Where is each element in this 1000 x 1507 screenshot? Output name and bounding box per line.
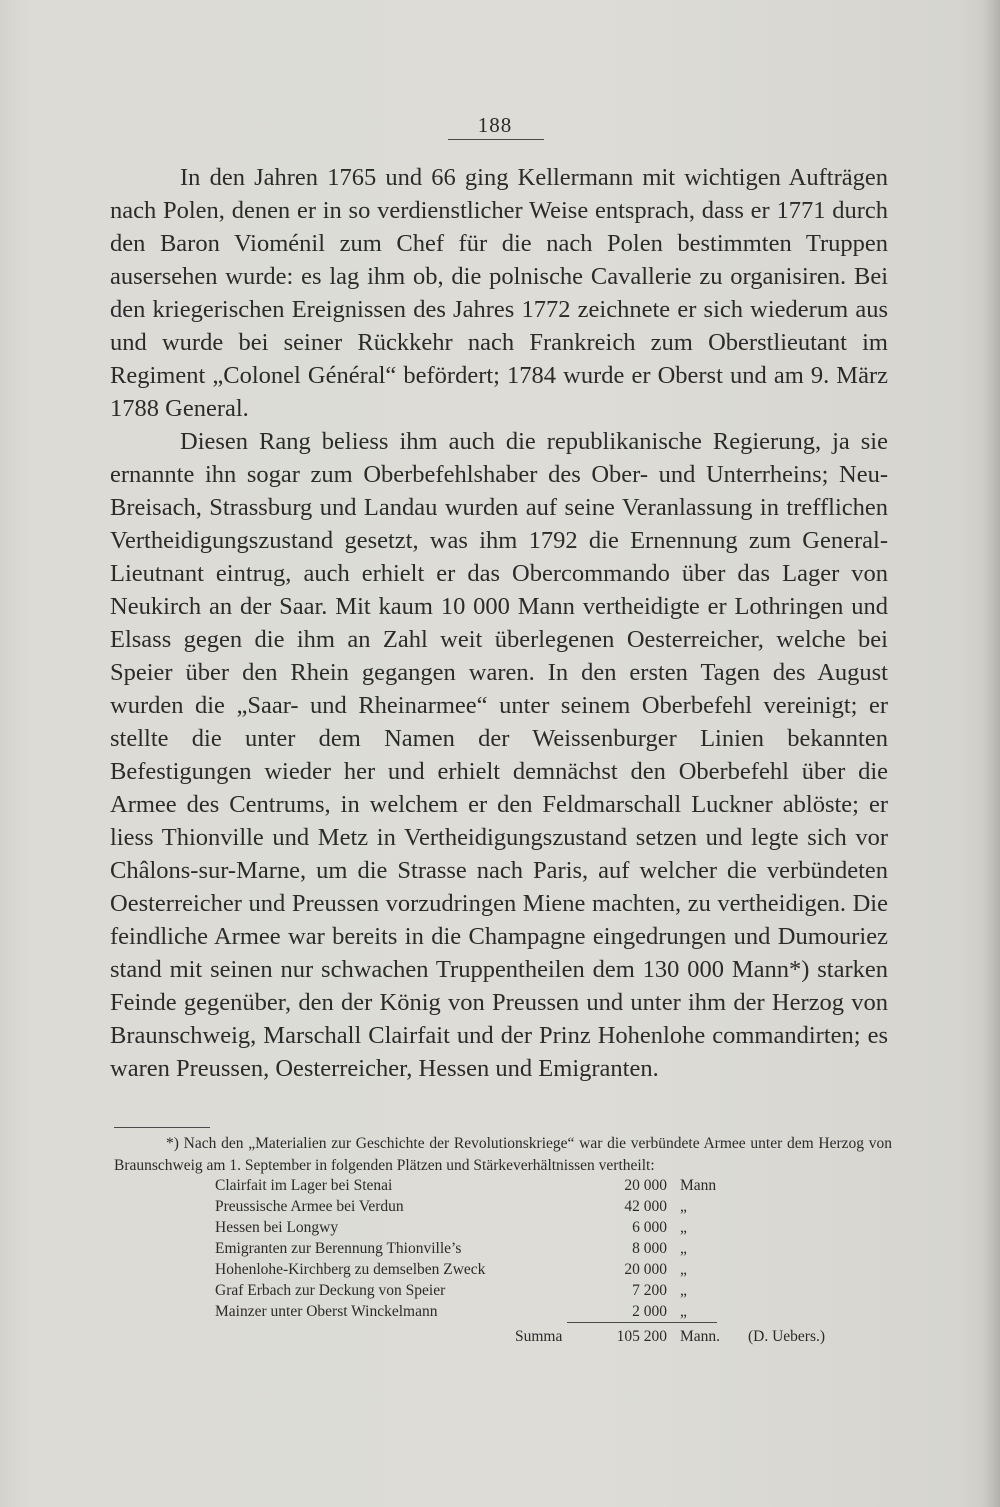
translator-note: (D. Uebers.) [748,1328,826,1345]
table-row [215,1217,855,1238]
paragraph-2: Diesen Rang beliess ihm auch die republikanische Regierung, ja sie ernannte ihn sogar zum Oberbefehlshaber des Ober- und Unterrheins; Neu-Breisach, Strassburg und Landau wurden auf seine Veranlassung in trefflichen Vertheidigungszustand gesetzt, was ihm 1792 die Ernennung zum General-Lieutnant eintrug, auch erhielt er das Obercommando über das Lager von Neukirch an der Saar. Mit kaum 10 000 Mann vertheidigte er Lothringen und Elsass gegen die ihm an Zahl weit überlegenen Oesterreicher, welche bei Speier über den Rhein gegangen waren. In den ersten Tagen des August wurden die „Saar- und Rheinarmee“ unter seinem Oberbefehl vereinigt; er stellte die unter dem Namen der Weissenburger Linien bekannten Befestigungen wieder her und erhielt demnächst den Oberbefehl über die Armee des Centrums, in welchem er den Feldmarschall Luckner ablöste; er liess Thionville und Metz in Vertheidigungszustand setzen und legte sich vor Châlons-sur-Marne, um die Strasse nach Paris, auf welcher die verbündeten Oesterreicher und Preussen vorzudringen Miene machten, zu vertheidigen. Die feindliche Armee war bereits in die Champagne eingedrungen und Dumouriez stand mit seinen nur schwachen Truppentheilen dem 130 000 Mann*) starken Feinde gegenüber, den der König von Preussen und unter ihm der Herzog von Braunschweig, Marschall Clairfait und der Prinz Hohenlohe commandirten; es waren Preussen, Oesterreicher, Hessen und Emigranten. [110,428,888,1082]
row-count: 8 000 [632,1240,667,1257]
row-unit: Mann [680,1177,717,1194]
sum-unit: Mann. [680,1328,721,1345]
row-label: Emigranten zur Berennung Thionville’s [215,1240,462,1257]
row-label: Hessen bei Longwy [215,1219,339,1236]
row-label: Preussische Armee bei Verdun [215,1198,404,1215]
table-row [215,1259,855,1280]
sum-rule [567,1322,717,1323]
row-label: Clairfait im Lager bei Stenai [215,1177,393,1194]
footnote-rule [114,1127,210,1128]
page-number: 188 [477,113,513,137]
row-count: 6 000 [632,1219,667,1236]
row-count: 20 000 [624,1177,667,1194]
page-edge-shadow [982,0,1000,1507]
row-label: Mainzer unter Oberst Winckelmann [215,1303,438,1320]
page-number-rule [448,139,544,140]
row-label: Graf Erbach zur Deckung von Speier [215,1282,446,1299]
troop-table [215,1175,855,1322]
row-unit: „ [680,1282,687,1299]
row-count: 42 000 [624,1198,667,1215]
table-row [215,1280,855,1301]
table-row [215,1301,855,1322]
footnote-text: *) Nach den „Materialien zur Geschichte der Revolutionskriege“ war die verbündete Armee unter dem Herzog von Braunschweig am 1. September in folgenden Plätzen und Stärkeverhältnissen vertheilt: [114,1135,892,1174]
sum-row [215,1326,855,1348]
row-unit: „ [680,1303,687,1320]
row-count: 2 000 [632,1303,667,1320]
row-label: Hohenlohe-Kirchberg zu demselben Zweck [215,1261,486,1278]
table-row [215,1196,855,1217]
table-row [215,1175,855,1196]
row-unit: „ [680,1198,687,1215]
sum-label: Summa [515,1328,563,1345]
sum-count: 105 200 [616,1328,667,1345]
row-count: 7 200 [632,1282,667,1299]
row-unit: „ [680,1261,687,1278]
paragraph-1: In den Jahren 1765 und 66 ging Kellermann mit wichtigen Aufträgen nach Polen, denen er in so verdienstlicher Weise entsprach, dass er 1771 durch den Baron Vioménil zum Chef für die nach Polen bestimmten Truppen ausersehen wurde: es lag ihm ob, die polnische Cavallerie zu organisiren. Bei den kriegerischen Ereignissen des Jahres 1772 zeichnete er sich wiederum aus und wurde bei seiner Rückkehr nach Frankreich zum Oberstlieutant im Regiment „Colonel Général“ befördert; 1784 wurde er Oberst und am 9. März 1788 General. [110,164,888,422]
body-text [110,161,888,1085]
row-unit: „ [680,1240,687,1257]
table-row [215,1238,855,1259]
row-unit: „ [680,1219,687,1236]
row-count: 20 000 [624,1261,667,1278]
footnote [114,1133,892,1177]
